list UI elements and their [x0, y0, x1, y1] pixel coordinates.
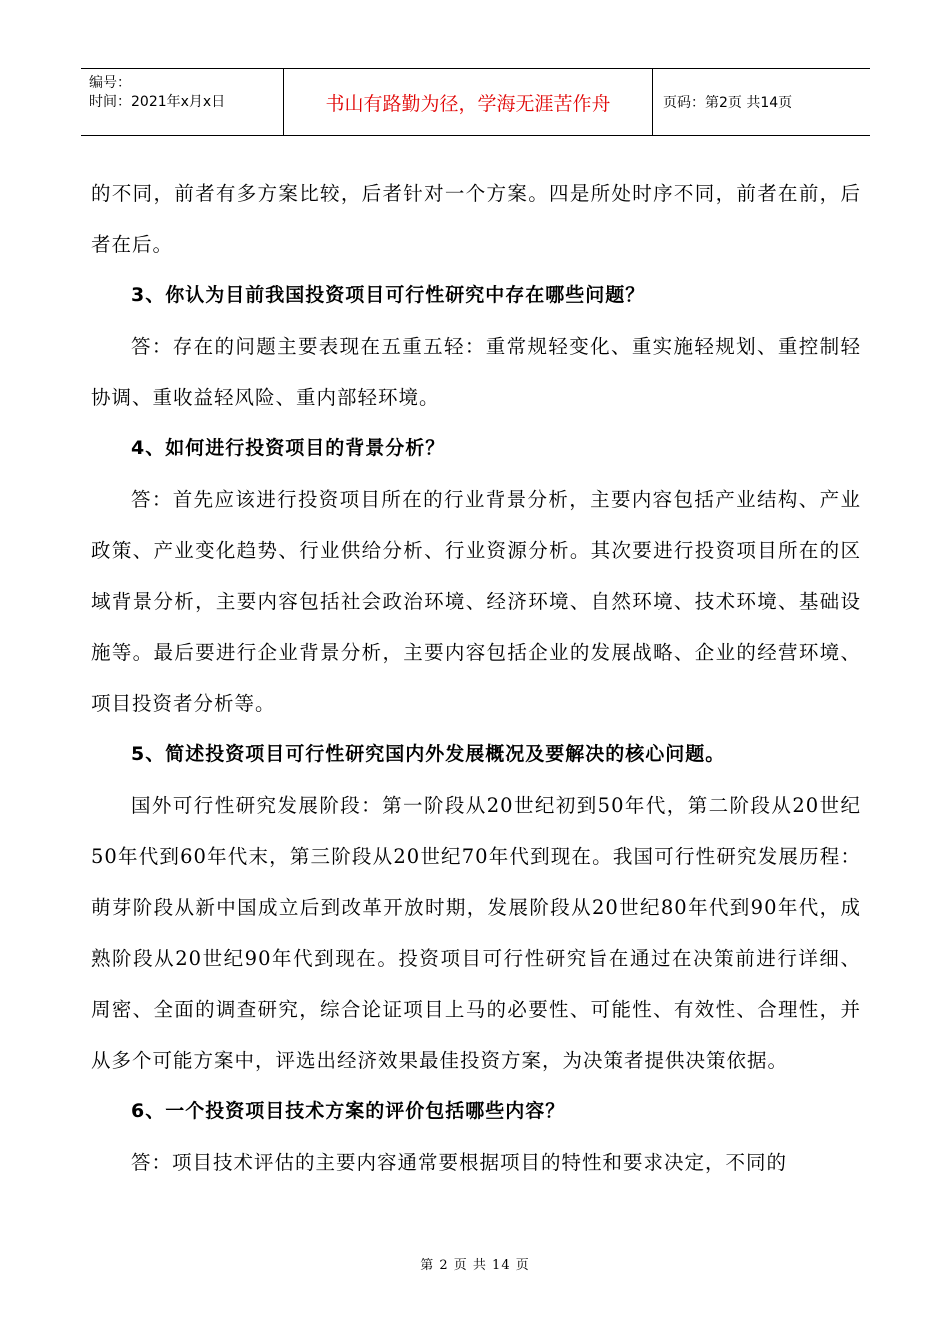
- header-page-cell: [653, 69, 870, 135]
- answer-4: 答：首先应该进行投资项目所在的行业背景分析，主要内容包括产业结构、产业政策、产业变化趋势、行业供给分析、行业资源分析。其次要进行投资项目所在的区域背景分析，主要内容包括社会政治环境、经济环境、自然环境、技术环境、基础设施等。最后要进行企业背景分析，主要内容包括企业的发展战略、企业的经营环境、项目投资者分析等。: [91, 488, 861, 715]
- answer-6: 答：项目技术评估的主要内容通常要根据项目的特性和要求决定，不同的: [131, 1151, 788, 1174]
- header-page-info: 页码：第2页 共14页: [663, 95, 793, 111]
- answer-5: 国外可行性研究发展阶段：第一阶段从20世纪初到50年代，第二阶段从20世纪50年代到60年代末，第三阶段从20世纪70年代到现在。我国可行性研究发展历程：萌芽阶段从新中国成立后到改革开放时期，发展阶段从20世纪80年代到90年代，成熟阶段从20世纪90年代到现在。投资项目可行性研究旨在通过在决策前进行详细、周密、全面的调查研究，综合论证项目上马的必要性、可能性、有效性、合理性，并从多个可能方案中，评选出经济效果最佳投资方案，为决策者提供决策依据。: [91, 794, 861, 1072]
- header-meta-cell: [81, 69, 284, 135]
- header-motto-cell: [284, 69, 653, 135]
- answer-3: 答：存在的问题主要表现在五重五轻：重常规轻变化、重实施轻规划、重控制轻协调、重收益轻风险、重内部轻环境。: [91, 335, 861, 409]
- question-4: 4、如何进行投资项目的背景分析？: [131, 437, 446, 459]
- page-header: [81, 68, 870, 136]
- document-number-label: 编号：: [89, 75, 131, 91]
- header-motto: 书山有路勤为径，学海无涯苦作舟: [325, 92, 611, 115]
- document-time-label: 时间：2021年x月x日: [89, 94, 226, 110]
- page-footer: 第 2 页 共 14 页: [420, 1258, 530, 1273]
- question-5: 5、简述投资项目可行性研究国内外发展概况及要解决的核心问题。: [131, 743, 726, 765]
- question-6: 6、一个投资项目技术方案的评价包括哪些内容？: [131, 1100, 566, 1122]
- question-3: 3、你认为目前我国投资项目可行性研究中存在哪些问题？: [131, 284, 646, 306]
- paragraph-continuation: 的不同，前者有多方案比较，后者针对一个方案。四是所处时序不同，前者在前，后者在后。: [91, 182, 861, 256]
- document-body: [91, 168, 861, 1188]
